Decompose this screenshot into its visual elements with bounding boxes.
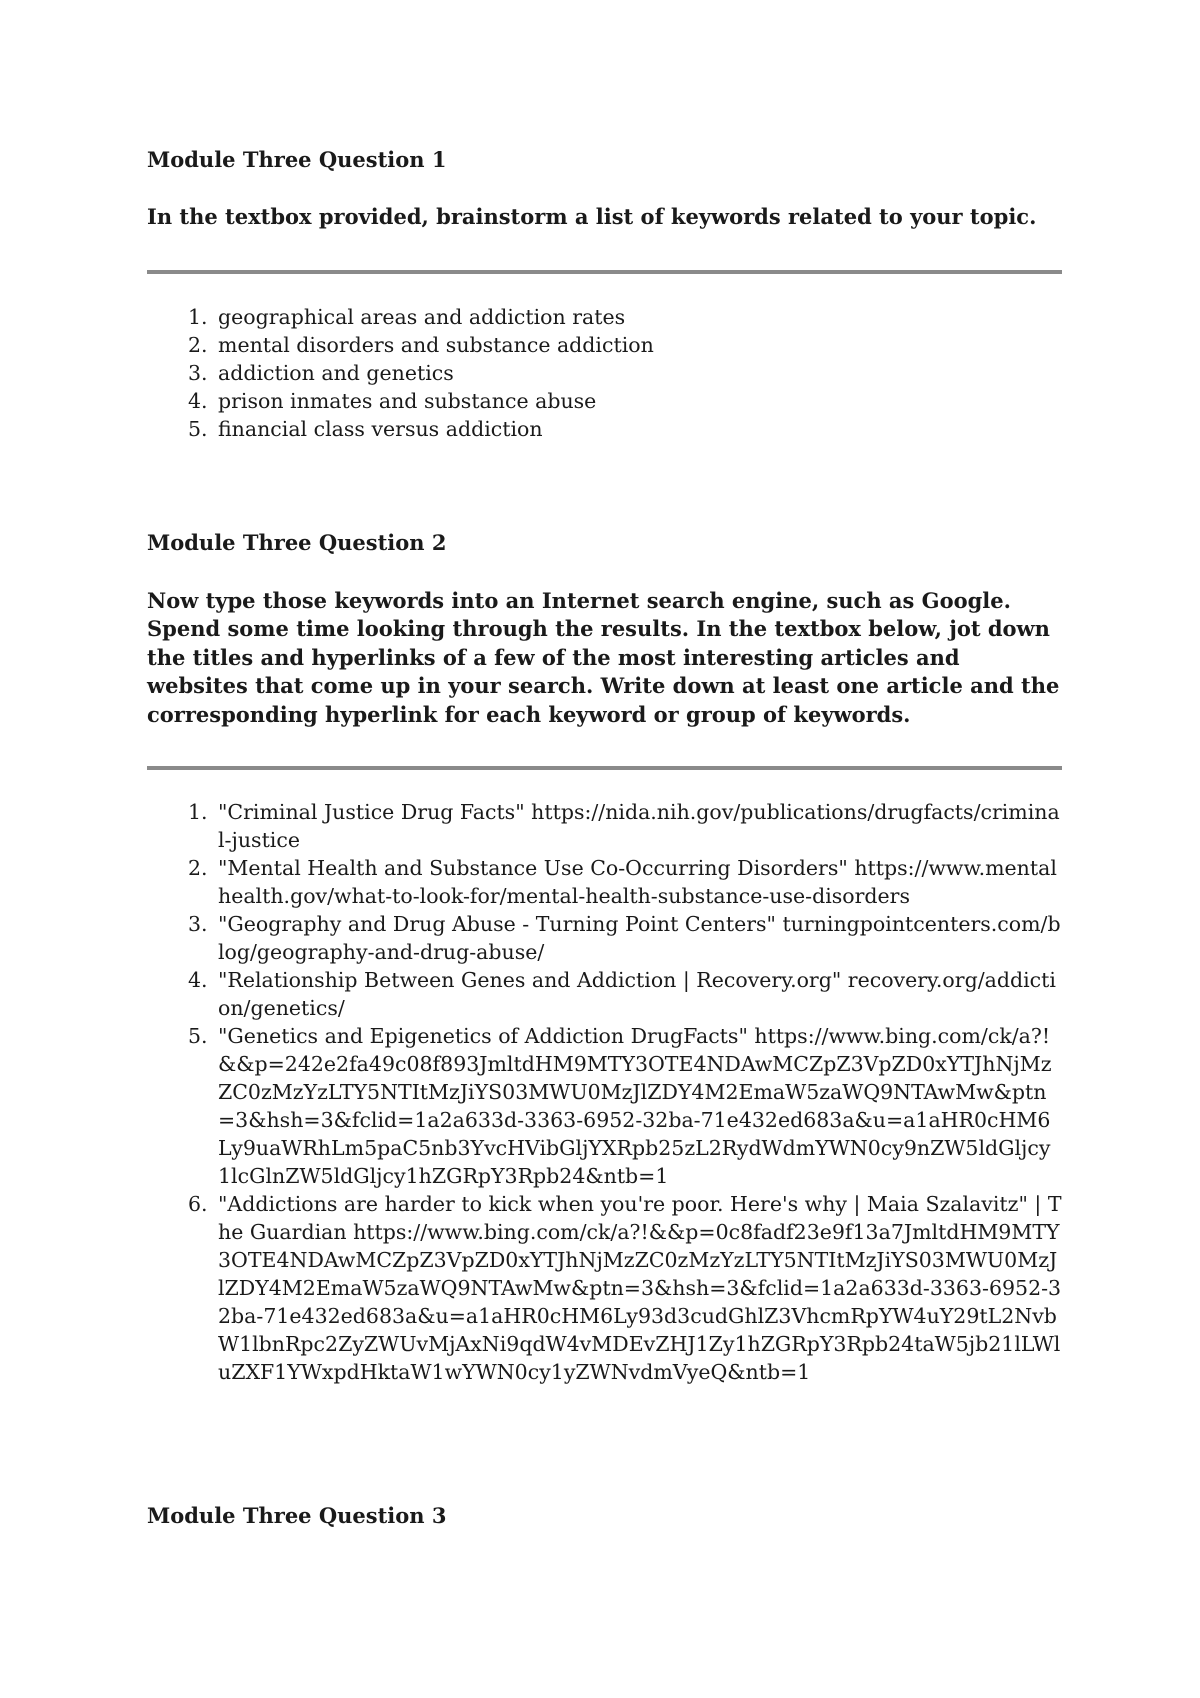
q2-answer-1: "Criminal Justice Drug Facts" https://nida.nih.gov/publications/drugfacts/criminal-justice: [218, 800, 1060, 852]
q1-answer-1: geographical areas and addiction rates: [218, 305, 626, 329]
q1-prompt: In the textbox provided, brainstorm a list of keywords related to your topic.: [147, 204, 1037, 229]
q2-prompt: Now type those keywords into an Internet search engine, such as Google. Spend some time looking through the results. In the textbox below, jot down the titles and hyperlinks of a few of the most interesting articles and websites that come up in your search. Write down at least one article and the corresponding hyperlink for each keyword or group of keywords.: [147, 588, 1060, 727]
q2-answer-6: "Addictions are harder to kick when you're poor. Here's why | Maia Szalavitz" | The Guardian https://www.bing.com/ck/a?!&&p=0c8fadf23e9f13a7JmltdHM9MTY3OTE4NDAwMCZpZ3VpZD0xYTJhNjMzZC0zMzYzLTY5NTItMzJiYS03MWU0MzJlZDY4M2EmaW5zaWQ9NTAwMw&ptn=3&hsh=3&fclid=1a2a633d-3363-6952-32ba-71e432ed683a&u=a1aHR0cHM6Ly93d3cudGhlZ3VhcmRpYW4uY29tL2NvbW1lbnRpc2ZyZWUvMjAxNi9qdW4vMDEvZHJ1Zy1hZGRpY3Rpb24taW5jb21lLWluZXF1YWxpdHktaW1wYWN0cy1yZWNvdmVyeQ&ntb=1: [218, 1192, 1062, 1384]
list-item: 3. "Geography and Drug Abuse - Turning Point Centers" turningpointcenters.com/blog/geography-and-drug-abuse/: [188, 912, 1061, 964]
q3-heading: Module Three Question 3: [147, 1503, 447, 1528]
list-item: 2. "Mental Health and Substance Use Co-Occurring Disorders" https://www.mentalhealth.gov/what-to-look-for/mental-health-substance-use-disorders: [188, 856, 1057, 908]
list-item: 4. "Relationship Between Genes and Addiction | Recovery.org" recovery.org/addiction/genetics/: [188, 968, 1056, 1020]
q2-answer-3: "Geography and Drug Abuse - Turning Point Centers" turningpointcenters.com/blog/geography-and-drug-abuse/: [218, 912, 1061, 964]
list-item: 5. financial class versus addiction: [188, 417, 543, 441]
q1-answer-5: financial class versus addiction: [218, 417, 543, 441]
q2-answer-list: [147, 798, 1062, 1386]
q1-answer-4: prison inmates and substance abuse: [218, 389, 597, 413]
q1-answer-2: mental disorders and substance addiction: [218, 333, 654, 357]
list-item: 4. prison inmates and substance abuse: [188, 389, 597, 413]
list-item: 1. "Criminal Justice Drug Facts" https://nida.nih.gov/publications/drugfacts/criminal-justice: [188, 800, 1060, 852]
list-item: 6. "Addictions are harder to kick when you're poor. Here's why | Maia Szalavitz" | The Guardian https://www.bing.com/ck/a?!&&p=0c8fadf23e9f13a7JmltdHM9MTY3OTE4NDAwMCZpZ3VpZD0xYTJhNjMzZC0zMzYzLTY5NTItMzJiYS03MWU0MzJlZDY4M2EmaW5zaWQ9NTAwMw&ptn=3&hsh=3&fclid=1a2a633d-3363-6952-32ba-71e432ed683a&u=a1aHR0cHM6Ly93d3cudGhlZ3VhcmRpYW4uY29tL2NvbW1lbnRpc2ZyZWUvMjAxNi9qdW4vMDEvZHJ1Zy1hZGRpY3Rpb24taW5jb21lLWluZXF1YWxpdHktaW1wYWN0cy1yZWNvdmVyeQ&ntb=1: [188, 1192, 1062, 1384]
list-item: 5. "Genetics and Epigenetics of Addiction DrugFacts" https://www.bing.com/ck/a?!&&p=242e2fa49c08f893JmltdHM9MTY3OTE4NDAwMCZpZ3VpZD0xYTJhNjMzZC0zMzYzLTY5NTItMzJiYS03MWU0MzJlZDY4M2EmaW5zaWQ9NTAwMw&ptn=3&hsh=3&fclid=1a2a633d-3363-6952-32ba-71e432ed683a&u=a1aHR0cHM6Ly9uaWRhLm5paC5nb3YvcHVibGljYXRpb25zL2RydWdmYWN0cy9nZW5ldGljcy1lcGlnZW5ldGljcy1hZGRpY3Rpb24&ntb=1: [188, 1024, 1052, 1188]
q1-textbox-divider: [147, 270, 1062, 274]
q1-answer-list: [147, 303, 1062, 443]
q2-textbox-divider: [147, 766, 1062, 770]
list-item: 1. geographical areas and addiction rates: [188, 305, 626, 329]
list-item: 3. addiction and genetics: [188, 361, 454, 385]
q1-answer-3: addiction and genetics: [218, 361, 454, 385]
q2-answer-5: "Genetics and Epigenetics of Addiction DrugFacts" https://www.bing.com/ck/a?!&&p=242e2fa49c08f893JmltdHM9MTY3OTE4NDAwMCZpZ3VpZD0xYTJhNjMzZC0zMzYzLTY5NTItMzJiYS03MWU0MzJlZDY4M2EmaW5zaWQ9NTAwMw&ptn=3&hsh=3&fclid=1a2a633d-3363-6952-32ba-71e432ed683a&u=a1aHR0cHM6Ly9uaWRhLm5paC5nb3YvcHVibGljYXRpb25zL2RydWdmYWN0cy9nZW5ldGljcy1lcGlnZW5ldGljcy1hZGRpY3Rpb24&ntb=1: [218, 1024, 1052, 1188]
list-item: 2. mental disorders and substance addiction: [188, 333, 654, 357]
q2-answer-2: "Mental Health and Substance Use Co-Occurring Disorders" https://www.mentalhealth.gov/what-to-look-for/mental-health-substance-use-disorders: [218, 856, 1057, 908]
q2-heading: Module Three Question 2: [147, 530, 447, 555]
q1-heading: Module Three Question 1: [147, 147, 447, 172]
q2-answer-4: "Relationship Between Genes and Addiction | Recovery.org" recovery.org/addiction/genetics/: [218, 968, 1056, 1020]
